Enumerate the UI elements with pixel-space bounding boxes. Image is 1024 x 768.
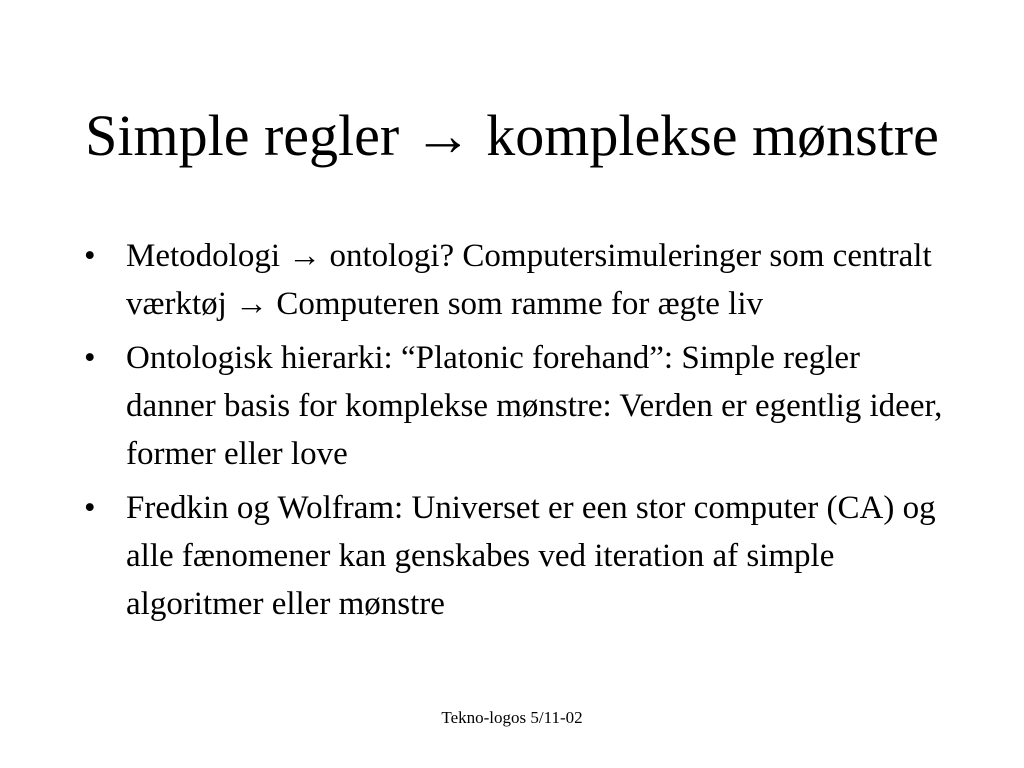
bullet-text: Metodologi → ontologi? Computersimuleringer som centralt værktøj → Computeren som ramme for ægte liv <box>126 238 932 322</box>
bullet-list <box>84 232 956 634</box>
bullet-text: Ontologisk hierarki: “Platonic forehand”: Simple regler danner basis for komplekse mønstre: Verden er egentlig ideer, former eller love <box>126 340 943 472</box>
bullet-dot-icon: • <box>84 238 96 274</box>
bullet-dot-icon: • <box>84 490 96 526</box>
bullet-dot-icon: • <box>84 340 96 376</box>
slide-footer: Tekno-logos 5/11-02 <box>441 708 583 727</box>
slide-title: Simple regler → komplekse mønstre <box>85 103 939 168</box>
bullet-item <box>84 484 956 628</box>
bullet-text: Fredkin og Wolfram: Universet er een stor computer (CA) og alle fænomener kan genskabes ved iteration af simple algoritmer eller mønstre <box>126 490 936 622</box>
bullet-item <box>84 334 956 478</box>
bullet-item <box>84 232 956 328</box>
